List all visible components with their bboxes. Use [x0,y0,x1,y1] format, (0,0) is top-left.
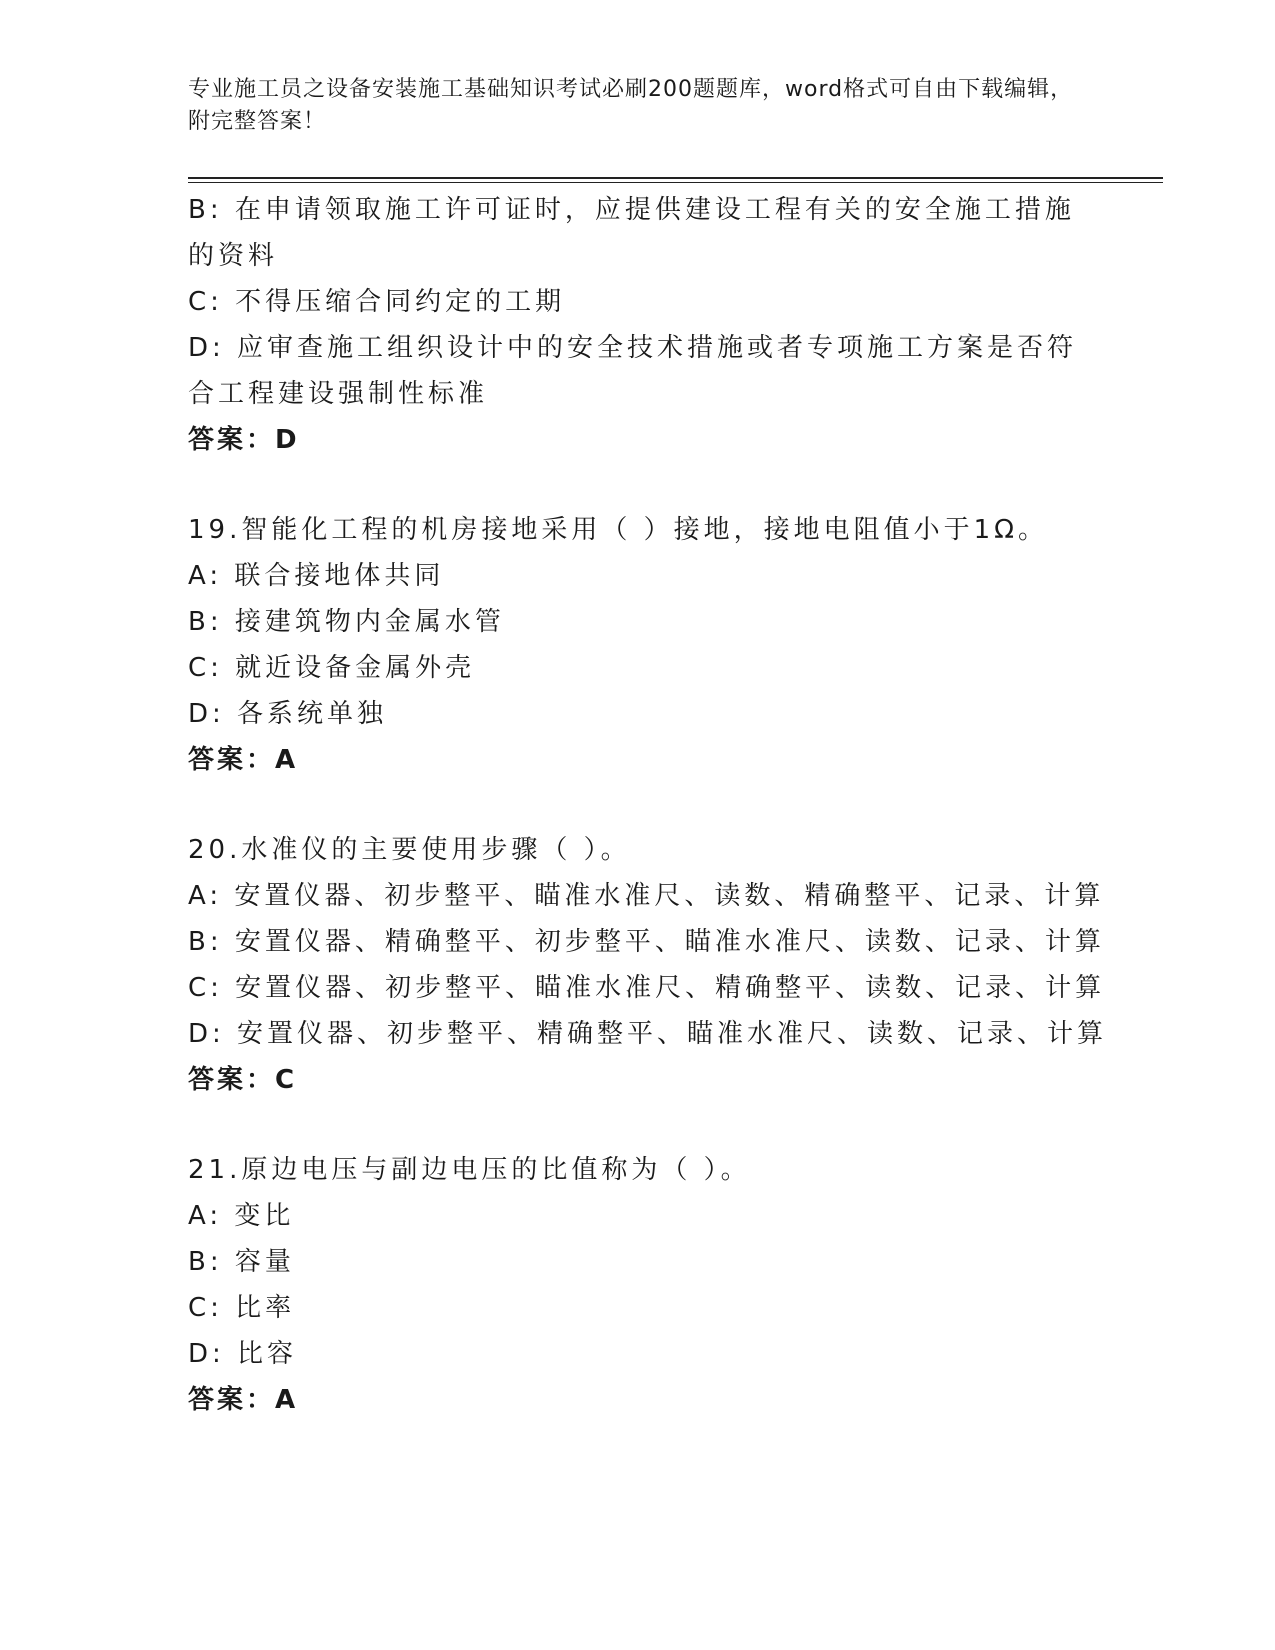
option-b: B: 接建筑物内金属水管 [188,607,505,637]
question-stem: 21.原边电压与副边电压的比值称为（ ）。 [188,1155,751,1185]
option-a: A: 安置仪器、初步整平、瞄准水准尺、读数、精确整平、记录、计算 [188,881,1105,911]
option-a: A: 联合接地体共同 [188,561,445,591]
option-c: C: 就近设备金属外壳 [188,653,476,683]
option-b: B: 安置仪器、精确整平、初步整平、瞄准水准尺、读数、记录、计算 [188,927,1105,957]
option-c: C: 不得压缩合同约定的工期 [188,287,566,317]
option-c: C: 比率 [188,1293,296,1323]
answer-line: 答案：D [188,425,300,455]
option-d: D: 安置仪器、初步整平、精确整平、瞄准水准尺、读数、记录、计算 [188,1019,1108,1049]
answer-line: 答案：A [188,1385,299,1415]
header-rule-thin [188,182,1163,183]
question-stem: 19.智能化工程的机房接地采用（ ）接地，接地电阻值小于1Ω。 [188,515,1049,545]
option-a: A: 变比 [188,1201,295,1231]
question-stem: 20.水准仪的主要使用步骤（ ）。 [188,835,631,865]
document-header: 专业施工员之设备安装施工基础知识考试必刷200题题库，word格式可自由下载编辑，附完整答案！ [188,77,1074,134]
option-d: D: 各系统单独 [188,699,388,729]
option-b: B: 容量 [188,1247,295,1277]
option-d: D: 应审查施工组织设计中的安全技术措施或者专项施工方案是否符合工程建设强制性标准 [188,333,1078,409]
option-d: D: 比容 [188,1339,298,1369]
option-b: B: 在申请领取施工许可证时，应提供建设工程有关的安全施工措施的资料 [188,195,1075,271]
answer-line: 答案：C [188,1065,298,1095]
header-rule-thick [188,177,1163,179]
option-c: C: 安置仪器、初步整平、瞄准水准尺、精确整平、读数、记录、计算 [188,973,1106,1003]
document-body [188,187,1108,1423]
answer-line: 答案：A [188,745,299,775]
